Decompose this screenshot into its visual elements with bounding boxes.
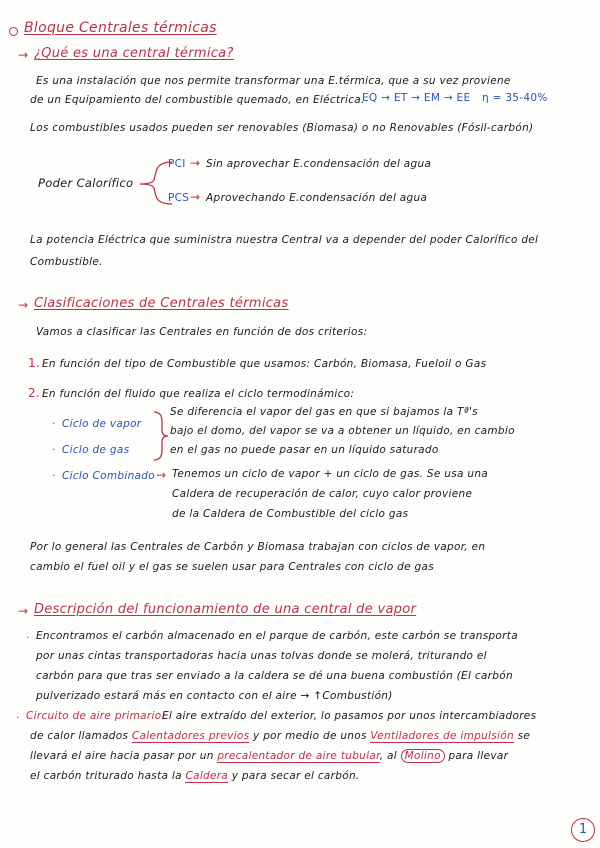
vapor-bullet: · — [52, 418, 56, 430]
section2-heading: Clasificaciones de Centrales térmicas — [34, 296, 289, 311]
pci-text: Sin aprovechar E.condensación del agua — [206, 158, 432, 170]
vapor-gas-line2: bajo el domo, del vapor se va a obtener un líquido, en cambio — [170, 425, 515, 437]
p2-line3-c: para llevar — [448, 750, 509, 762]
energy-chain: EQ → ET → EM → EE — [362, 92, 471, 104]
title-bullet — [9, 27, 18, 36]
p2-line3-a: llevará el aire hacia pasar por un — [30, 750, 214, 762]
gas-label: Ciclo de gas — [62, 444, 130, 456]
gas-bullet: · — [52, 444, 56, 456]
p1-line1: Encontramos el carbón almacenado en el parque de carbón, este carbón se transporta — [36, 630, 518, 642]
p2-line4-b: y para secar el carbón. — [231, 770, 360, 782]
term-calentadores: Calentadores previos — [131, 730, 250, 742]
poder-label: Poder Calorífico — [38, 176, 134, 190]
fuels-line: Los combustibles usados pueden ser renovables (Biomasa) o no Renovables (Fósil-carbón) — [30, 122, 534, 134]
pci-code: PCI — [168, 158, 186, 170]
combinado-label: Ciclo Combinado — [62, 470, 155, 482]
pcs-text: Aprovechando E.condensación del agua — [206, 192, 428, 204]
vapor-gas-line1: Se diferencia el vapor del gas en que si bajamos la Tª's — [170, 406, 478, 418]
potencia-line2: Combustible. — [30, 256, 103, 268]
p1-line3: carbón para que tras ser enviado a la caldera se dé una buena combustión (El carbón — [36, 670, 513, 682]
p2-bullet: · — [16, 712, 20, 724]
p1-line4: pulverizado estará más en contacto con el aire → ↑Combustión) — [36, 690, 393, 702]
term-precalentador: precalentador de aire tubular — [217, 750, 380, 762]
section1-arrow-icon: → — [18, 48, 29, 62]
p2-line4-a: el carbón triturado hasta la — [30, 770, 182, 782]
p2-lead: Circuito de aire primario: — [26, 710, 166, 722]
item2-number: 2. — [28, 386, 41, 400]
section3-arrow-icon: → — [18, 604, 29, 618]
general-line1: Por lo general las Centrales de Carbón y Biomasa trabajan con ciclos de vapor, en — [30, 541, 486, 553]
p2-line2-c: se — [517, 730, 531, 742]
p2-line2-a: de calor llamados — [30, 730, 129, 742]
vapor-gas-brace — [150, 410, 170, 462]
p2-line3-b: , al — [379, 750, 397, 762]
section1-line2: de un Equipamiento del combustible quemado, en Eléctrica. — [30, 94, 365, 106]
p2-line2-b: y por medio de unos — [253, 730, 367, 742]
item1-text: En función del tipo de Combustible que usamos: Carbón, Biomasa, Fueloil o Gas — [42, 358, 487, 370]
combinado-bullet: · — [52, 470, 56, 482]
p1-bullet: · — [26, 632, 30, 644]
combinado-line1: Tenemos un ciclo de vapor + un ciclo de gas. Se usa una — [172, 468, 489, 480]
section1-line1: Es una instalación que nos permite transformar una E.térmica, que a su vez proviene — [36, 75, 511, 87]
combinado-line3: de la Caldera de Combustible del ciclo gas — [172, 508, 409, 520]
vapor-gas-line3: en el gas no puede pasar en un líquido saturado — [170, 444, 439, 456]
section2-intro: Vamos a clasificar las Centrales en función de dos criterios: — [36, 326, 368, 338]
item2-text: En función del fluido que realiza el ciclo termodinámico: — [42, 388, 355, 400]
item1-number: 1. — [28, 356, 41, 370]
pci-arrow-icon: → — [190, 156, 201, 170]
general-line2: cambio el fuel oil y el gas se suelen usar para Centrales con ciclo de gas — [30, 561, 435, 573]
section2-arrow-icon: → — [18, 298, 29, 312]
combinado-line2: Caldera de recuperación de calor, cuyo calor proviene — [172, 488, 473, 500]
p2-line2 — [30, 730, 530, 742]
p2-line1: El aire extraído del exterior, lo pasamos por unos intercambiadores — [162, 710, 537, 722]
p2-line3 — [30, 750, 508, 762]
page-title: Bloque Centrales térmicas — [24, 20, 217, 36]
combinado-arrow-icon: → — [156, 468, 167, 482]
vapor-label: Ciclo de vapor — [62, 418, 142, 430]
pcs-arrow-icon: → — [190, 190, 201, 204]
section3-heading: Descripción del funcionamiento de una central de vapor — [34, 602, 417, 617]
term-ventiladores: Ventiladores de impulsión — [370, 730, 514, 742]
term-caldera: Caldera — [185, 770, 229, 782]
term-molino: Molino — [401, 749, 445, 763]
efficiency: η = 35-40% — [482, 92, 548, 104]
potencia-line1: La potencia Eléctrica que suministra nuestra Central va a depender del poder Calorífico del — [30, 234, 539, 246]
p1-line2: por unas cintas transportadoras hacia unas tolvas donde se molerá, triturando el — [36, 650, 487, 662]
p2-line4 — [30, 770, 360, 782]
section1-heading: ¿Qué es una central térmica? — [34, 46, 234, 61]
page-number: 1 — [571, 818, 595, 842]
pcs-code: PCS — [168, 192, 190, 204]
